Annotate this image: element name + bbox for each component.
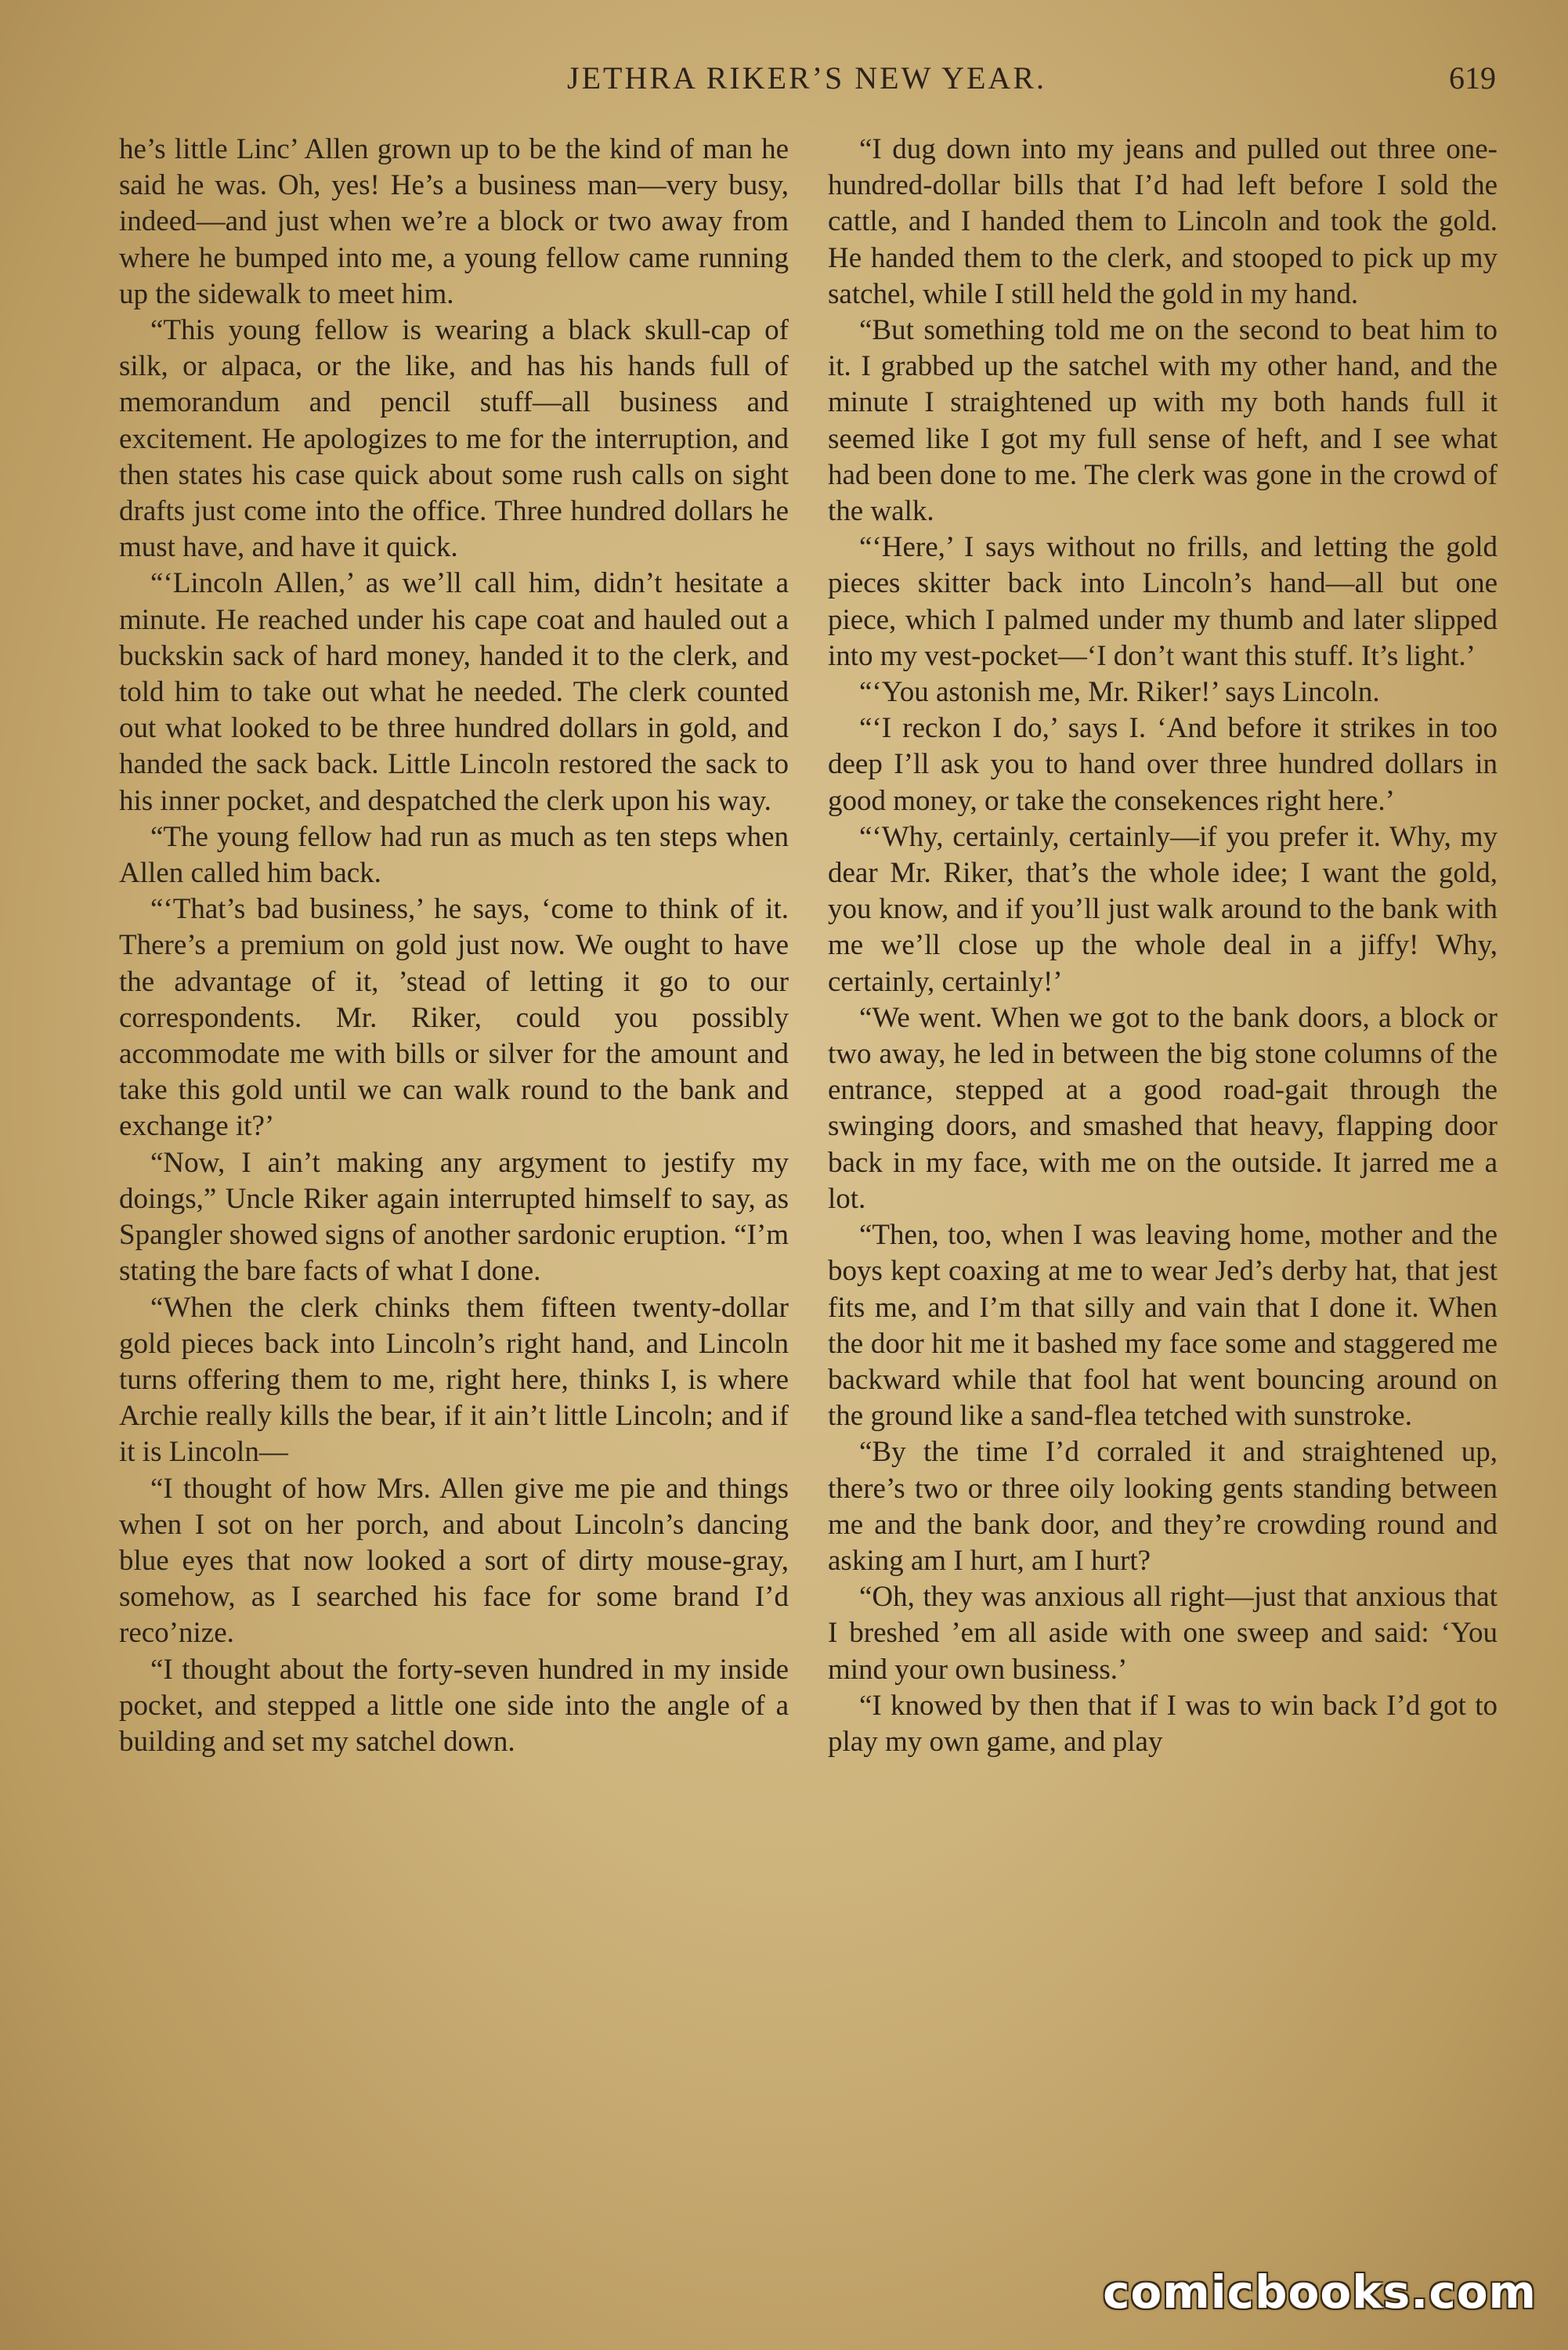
paragraph: he’s little Linc’ Allen grown up to be the kind of man he said he was. Oh, yes! He’s a business man—very busy, indeed—and just when we’re a block or two away from where he bumped into me, a young fellow came running up the sidewalk to meet him.	[119, 133, 789, 310]
paragraph: “‘Why, certainly, certainly—if you prefer it. Why, my dear Mr. Riker, that’s the whole idee; I want the gold, you know, and if you’ll just walk around to the bank with me we’ll close up the whole deal in a jiffy! Why, certainly, certainly!’	[828, 820, 1498, 998]
paragraph: “By the time I’d corraled it and straightened up, there’s two or three oily looking gents standing between me and the bank door, and they’re crowding round and asking am I hurt, am I hurt?	[828, 1436, 1498, 1577]
paragraph: “Then, too, when I was leaving home, mother and the boys kept coaxing at me to wear Jed’s derby hat, that jest fits me, and I’m that silly and vain that I done it. When the door hit me it bashed my face some and staggered me backward while that fool hat went bouncing around on the ground like a sand-flea tetched with sunstroke.	[828, 1219, 1498, 1433]
paragraph: “This young fellow is wearing a black skull-cap of silk, or alpaca, or the like, and has his hands full of memorandum and pencil stuff—all business and excitement. He apologizes to me for the interruption, and then states his case quick about some rush calls on sight drafts just come into the office. Three hundred dollars he must have, and have it quick.	[119, 314, 789, 564]
paragraph: “‘That’s bad business,’ he says, ‘come to think of it. There’s a premium on gold just now. We ought to have the advantage of it, ’stead of letting it go to our correspondents. Mr. Riker, could you possibly accommodate me with bills or silver for the amount and take this gold until we can walk round to the bank and exchange it?’	[119, 893, 789, 1143]
paragraph: “We went. When we got to the bank doors, a block or two away, he led in between the big stone columns of the entrance, stepped at a good road-gait through the swinging doors, and smashed that heavy, flapping door back in my face, with me on the outside. It jarred me a lot.	[828, 1001, 1498, 1215]
running-head	[117, 55, 1496, 102]
left-column	[119, 132, 789, 1760]
right-column	[828, 132, 1498, 1760]
paragraph: “I dug down into my jeans and pulled out three one-hundred-dollar bills that I’d had left before I sold the cattle, and I handed them to Lincoln and took the gold. He handed them to the clerk, and stooped to pick up my satchel, while I still held the gold in my hand.	[828, 133, 1498, 310]
paragraph: “‘Here,’ I says without no frills, and letting the gold pieces skitter back into Lincoln’s hand—all but one piece, which I palmed under my thumb and later slipped into my vest-pocket—‘I don’t want this stuff. It’s light.’	[828, 531, 1498, 672]
paragraph: “I thought of how Mrs. Allen give me pie and things when I sot on her porch, and about Lincoln’s dancing blue eyes that now looked a sort of dirty mouse-gray, somehow, as I searched his face for some brand I’d reco’nize.	[119, 1472, 789, 1650]
paragraph: “Oh, they was anxious all right—just that anxious that I breshed ’em all aside with one sweep and said: ‘You mind your own business.’	[828, 1581, 1498, 1686]
paragraph: “But something told me on the second to beat him to it. I grabbed up the satchel with my other hand, and the minute I straightened up with my both hands full it seemed like I got my full sense of heft, and I see what had been done to me. The clerk was gone in the crowd of the walk.	[828, 314, 1498, 528]
paragraph: “When the clerk chinks them fifteen twenty-dollar gold pieces back into Lincoln’s right hand, and Lincoln turns offering them to me, right here, thinks I, is where Archie really kills the bear, if it ain’t little Lincoln; and if it is Lincoln—	[119, 1291, 789, 1469]
paragraph: “‘Lincoln Allen,’ as we’ll call him, didn’t hesitate a minute. He reached under his cape coat and hauled out a buckskin sack of hard money, handed it to the clerk, and told him to take out what he needed. The clerk counted out what looked to be three hundred dollars in gold, and handed the sack back. Little Lincoln restored the sack to his inner pocket, and despatched the clerk upon his way.	[119, 567, 789, 817]
paragraph: “I knowed by then that if I was to win back I’d got to play my own game, and play	[828, 1689, 1498, 1758]
paragraph: “The young fellow had run as much as ten steps when Allen called him back.	[119, 820, 789, 890]
running-title: JETHRA RIKER’S NEW YEAR.	[567, 60, 1046, 96]
paragraph: “‘You astonish me, Mr. Riker!’ says Lincoln.	[859, 676, 1380, 709]
page-number: 619	[1449, 60, 1496, 96]
site-watermark: comicbooks.com	[1103, 2265, 1537, 2319]
paragraph: “I thought about the forty-seven hundred in my inside pocket, and stepped a little one side into the angle of a building and set my satchel down.	[119, 1653, 789, 1758]
paragraph: “Now, I ain’t making any argyment to jestify my doings,” Uncle Riker again interrupted himself to say, as Spangler showed signs of another sardonic eruption. “I’m stating the bare facts of what I done.	[119, 1146, 789, 1288]
paragraph: “‘I reckon I do,’ says I. ‘And before it strikes in too deep I’ll ask you to hand over three hundred dollars in good money, or take the consekences right here.’	[828, 712, 1498, 817]
